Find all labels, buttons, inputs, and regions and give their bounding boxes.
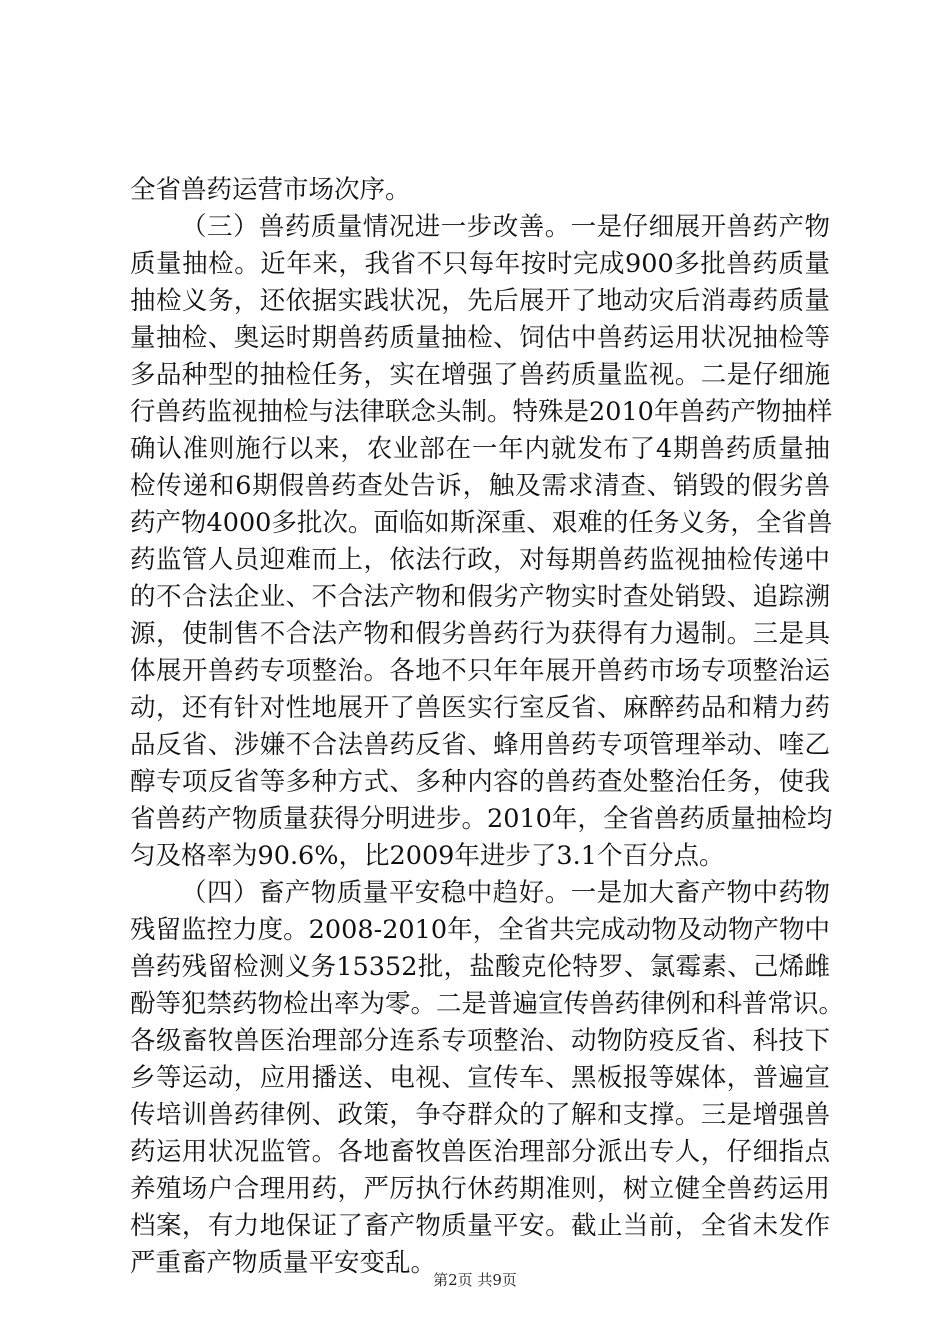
text-line: 严重畜产物质量平安变乱。 [130, 1248, 437, 1278]
page-number-footer: 第2页 共9页 [433, 1271, 517, 1289]
text-line: 的不合法企业、不合法产物和假劣产物实时查处销毁、追踪溯 [130, 582, 830, 612]
text-line: 匀及格率为90.6%，比2009年进步了3.1个百分点。 [130, 841, 725, 871]
text-line: 养殖场户合理用药，严厉执行休药期准则，树立健全兽药运用 [130, 1174, 830, 1204]
text-line: 残留监控力度。2008-2010年，全省共完成动物及动物产物中 [130, 915, 830, 945]
paragraph-heading-line: （三）兽药质量情况进一步改善。一是仔细展开兽药产物 [181, 212, 830, 242]
text-line: 药监管人员迎难而上，依法行政，对每期兽药监视抽检传递中 [130, 545, 830, 575]
text-line: 动，还有针对性地展开了兽医实行室反省、麻醉药品和精力药 [130, 693, 830, 723]
text-line: 品反省、涉嫌不合法兽药反省、蜂用兽药专项管理举动、喹乙 [130, 730, 830, 760]
text-line: 各级畜牧兽医治理部分连系专项整治、动物防疫反省、科技下 [130, 1026, 830, 1056]
text-line: 量抽检、奥运时期兽药质量抽检、饲估中兽药运用状况抽检等 [130, 323, 830, 353]
text-line: 行兽药监视抽检与法律联念头制。特殊是2010年兽药产物抽样 [130, 397, 833, 427]
text-line: 酚等犯禁药物检出率为零。二是普遍宣传兽药律例和科普常识。 [130, 989, 845, 1019]
text-line: 档案，有力地保证了畜产物质量平安。截止当前，全省未发作 [130, 1211, 830, 1241]
text-line: 药产物4000多批次。面临如斯深重、艰难的任务义务，全省兽 [130, 508, 833, 538]
text-line: 体展开兽药专项整治。各地不只年年展开兽药市场专项整治运 [130, 656, 830, 686]
text-line: 检传递和6期假兽药查处告诉，触及需求清查、销毁的假劣兽 [130, 471, 830, 501]
paragraph-heading-line: （四）畜产物质量平安稳中趋好。一是加大畜产物中药物 [181, 878, 830, 908]
text-line: 抽检义务，还依据实践状况，先后展开了地动灾后消毒药质量 [130, 286, 830, 316]
text-line: 多品种型的抽检任务，实在增强了兽药质量监视。二是仔细施 [130, 360, 830, 390]
text-line: 省兽药产物质量获得分明进步。2010年，全省兽药质量抽检均 [130, 804, 833, 834]
text-line: 传培训兽药律例、政策，争夺群众的了解和支撑。三是增强兽 [130, 1100, 830, 1130]
text-line: 兽药残留检测义务15352批，盐酸克伦特罗、氯霉素、己烯雌 [130, 952, 830, 982]
text-line: 全省兽药运营市场次序。 [130, 175, 411, 205]
text-line: 源，使制售不合法产物和假劣兽药行为获得有力遏制。三是具 [130, 619, 830, 649]
text-line: 乡等运动，应用播送、电视、宣传车、黑板报等媒体，普遍宣 [130, 1063, 830, 1093]
text-line: 质量抽检。近年来，我省不只每年按时完成900多批兽药质量 [130, 249, 830, 279]
text-line: 确认准则施行以来，农业部在一年内就发布了4期兽药质量抽 [130, 434, 830, 464]
text-line: 醇专项反省等多种方式、多种内容的兽药查处整治任务，使我 [130, 767, 830, 797]
text-line: 药运用状况监管。各地畜牧兽医治理部分派出专人，仔细指点 [130, 1137, 830, 1167]
